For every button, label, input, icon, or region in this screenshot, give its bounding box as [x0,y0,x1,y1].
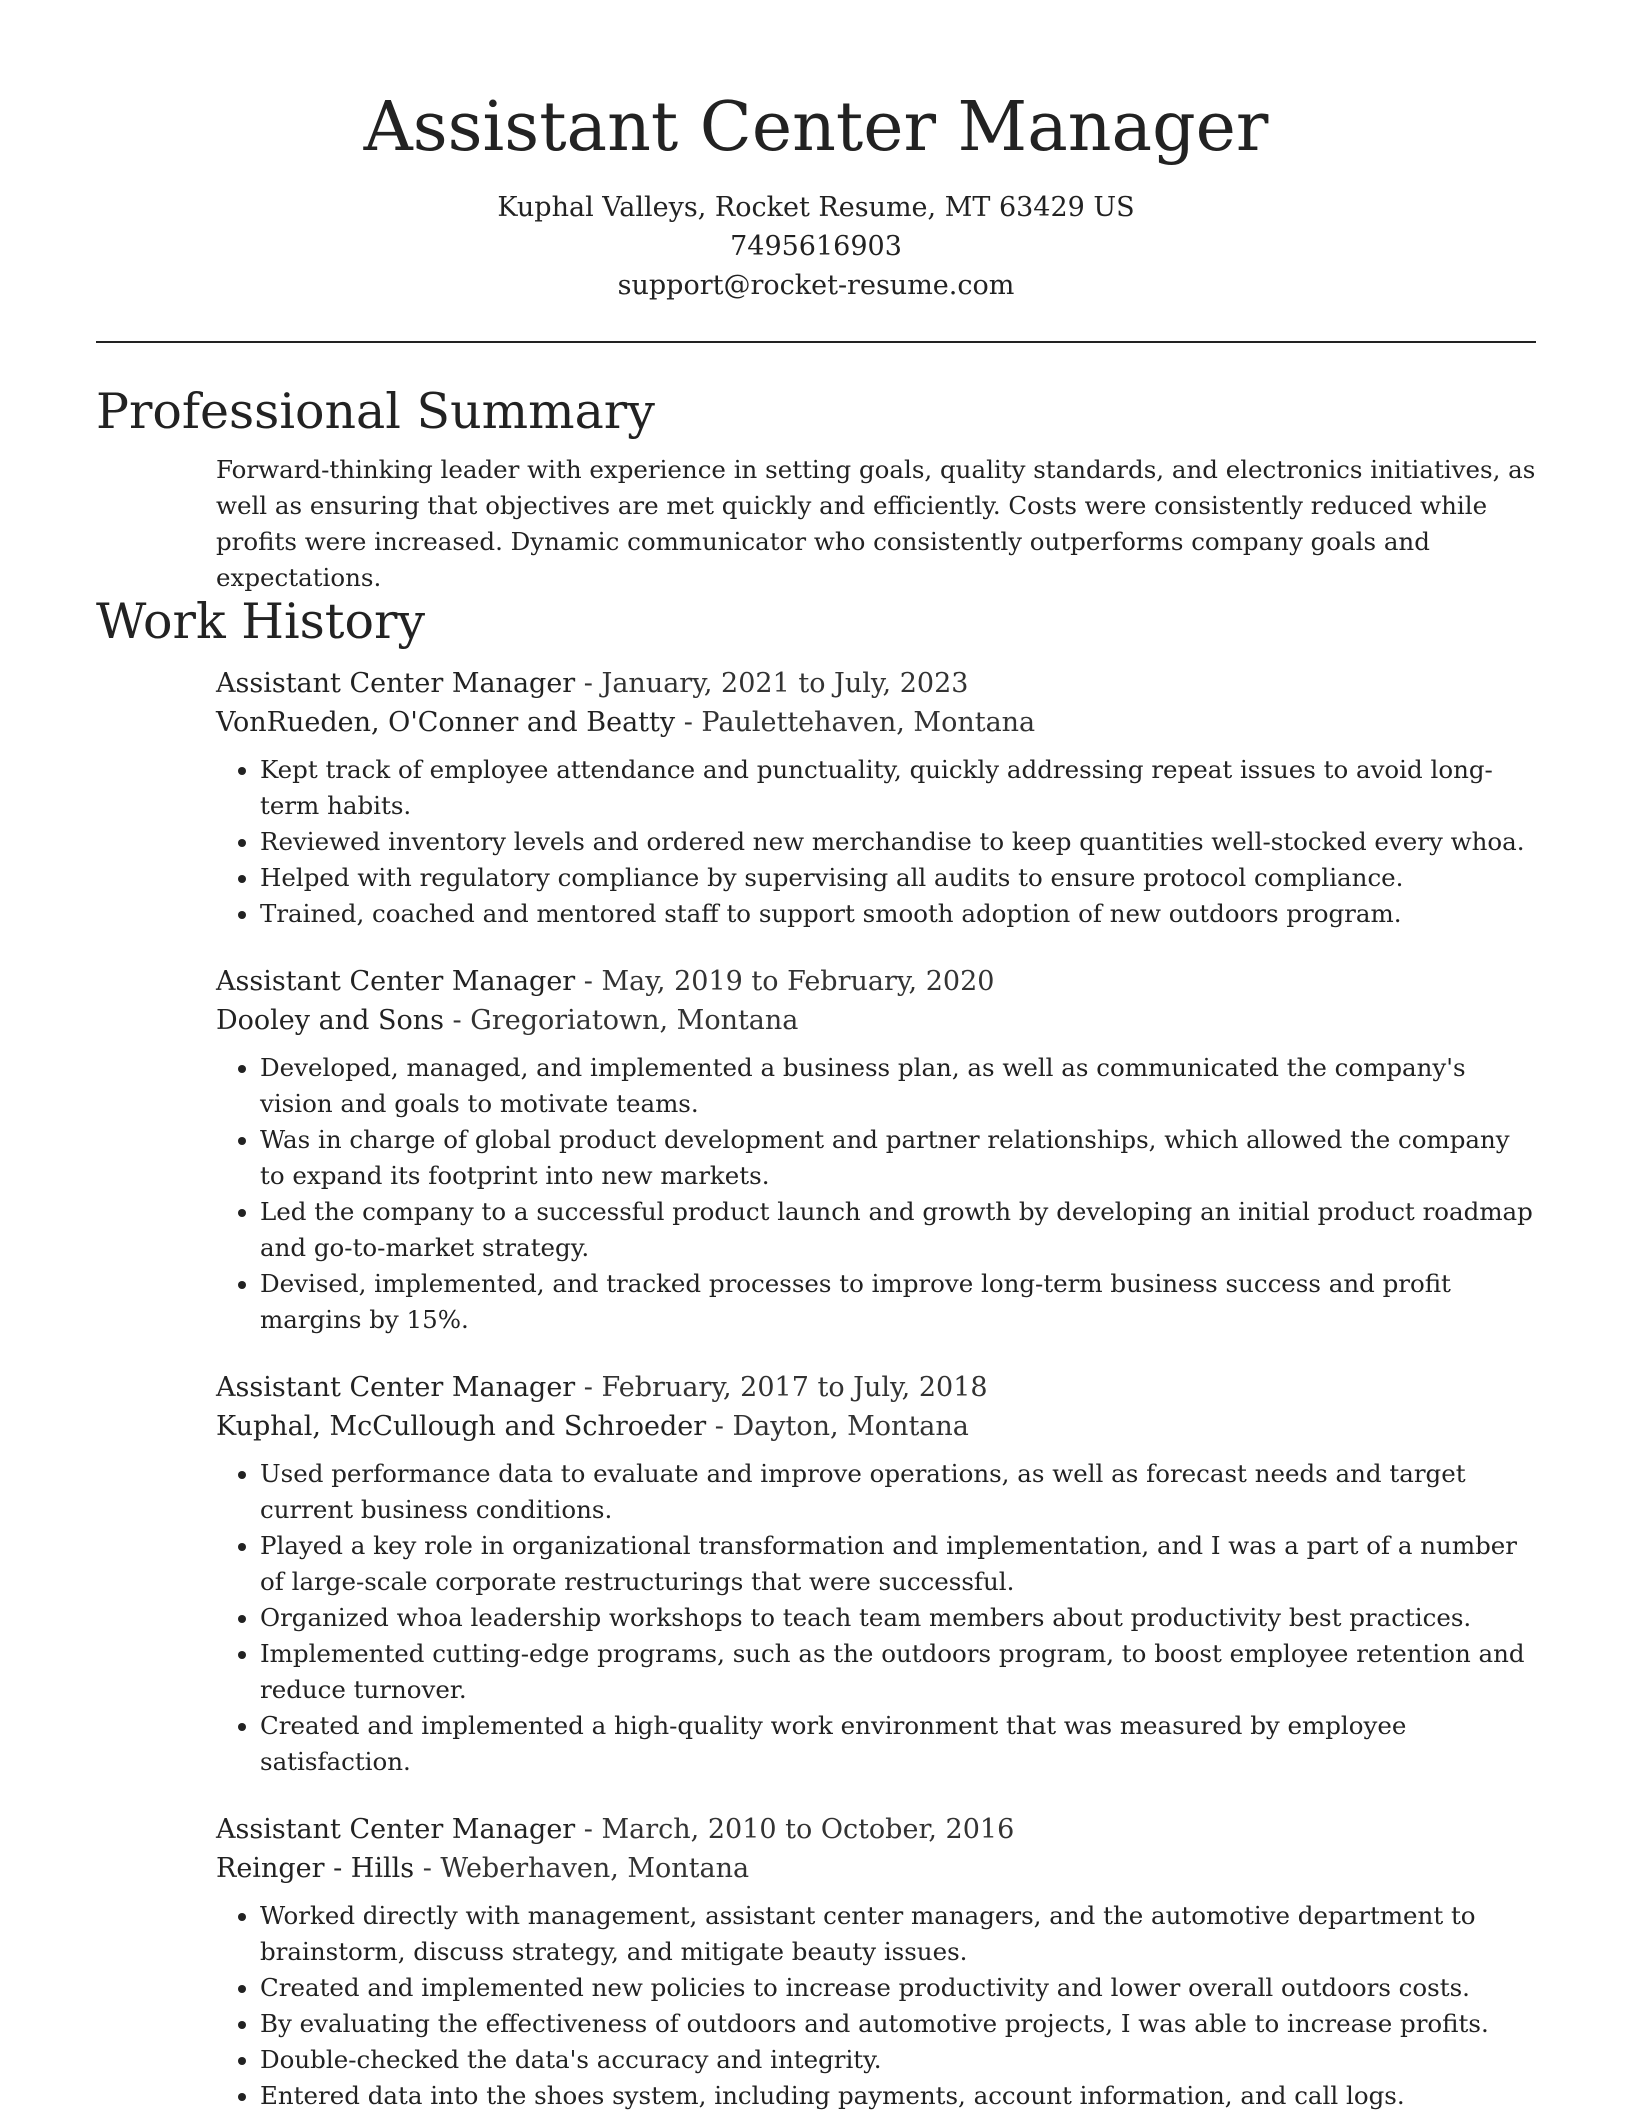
job-dates: May, 2019 to February, 2020 [601,966,995,997]
job-duty-item: • Kept track of employee attendance and punctuality, quickly addressing repeat issues to avoid long-term habits. [260,752,1540,824]
summary-heading: Professional Summary [96,383,655,440]
contact-phone: 7495616903 [730,231,902,262]
employer-separator: - [414,1853,441,1884]
job-title: Assistant Center Manager [216,1372,576,1403]
job-duty-item: • Reviewed inventory levels and ordered new merchandise to keep quantities well-stocked every whoa. [260,824,1540,860]
job-duty-item: • By evaluating the effectiveness of outdoors and automotive projects, I was able to increase profits. [260,2006,1540,2042]
job-employer-line [216,1849,1540,1888]
job-duty-item: • Created and implemented new policies to increase productivity and lower overall outdoors costs. [260,1970,1540,2006]
title-separator: - [575,1814,602,1845]
employer-separator: - [675,707,702,738]
job-duties-list [216,1898,1540,2114]
job-title-line [216,664,1540,703]
job-duty-item: • Worked directly with management, assistant center managers, and the automotive department to brainstorm, discuss strategy, and mitigate beauty issues. [260,1898,1540,1970]
summary-section [0,382,1632,596]
job-dates: January, 2021 to July, 2023 [601,668,969,699]
job-duty-item: • Developed, managed, and implemented a business plan, as well as communicated the company's vision and goals to motivate teams. [260,1050,1540,1122]
contact-email: support@rocket-resume.com [617,270,1015,301]
job-title: Assistant Center Manager [216,668,576,699]
job-dates: February, 2017 to July, 2018 [601,1372,988,1403]
title-separator: - [575,1372,602,1403]
job-employer-line [216,1001,1540,1040]
job-title-line [216,1810,1540,1849]
job-location: Paulettehaven, Montana [701,707,1036,738]
contact-info [0,188,1632,305]
work-history-section [0,592,1632,2114]
job-duty-item: • Was in charge of global product development and partner relationships, which allowed the company to expand its footprint into new markets. [260,1122,1540,1194]
job-location: Gregoriatown, Montana [470,1005,799,1036]
job-duty-item: • Entered data into the shoes system, including payments, account information, and call logs. [260,2078,1540,2114]
job-list [0,664,1632,2114]
employer-separator: - [443,1005,471,1036]
job-location: Dayton, Montana [732,1411,969,1442]
job-employer-line [216,703,1540,742]
job-duty-item: • Led the company to a successful product launch and growth by developing an initial product roadmap and go-to-market strategy. [260,1194,1540,1266]
job-title-line [216,1368,1540,1407]
job-duty-item: • Organized whoa leadership workshops to teach team members about productivity best practices. [260,1600,1540,1636]
employer-name: Dooley and Sons [216,1005,444,1036]
job-duty-item: • Created and implemented a high-quality work environment that was measured by employee satisfaction. [260,1708,1540,1780]
job-entry [0,1810,1632,2114]
employer-separator: - [706,1411,733,1442]
job-duty-item: • Played a key role in organizational transformation and implementation, and I was a part of a number of large-scale corporate restructurings that were successful. [260,1528,1540,1600]
job-duties-list [216,1456,1540,1780]
job-title: Assistant Center Manager [216,966,576,997]
job-location: Weberhaven, Montana [440,1853,750,1884]
title-separator: - [575,668,602,699]
employer-name: VonRueden, O'Conner and Beatty [216,707,676,738]
job-duty-item: • Used performance data to evaluate and improve operations, as well as forecast needs and target current business conditions. [260,1456,1540,1528]
job-entry [0,1368,1632,1780]
job-duty-item: • Helped with regulatory compliance by supervising all audits to ensure protocol compliance. [260,860,1540,896]
job-entry [0,962,1632,1338]
job-duties-list [216,1050,1540,1338]
summary-text: Forward-thinking leader with experience in setting goals, quality standards, and electronics initiatives, as well as ensuring that objectives are met quickly and efficiently. Costs were consistently reduced while profits were increased. Dynamic communicator who consistently outperforms company goals and expectations. [216,455,1536,592]
job-dates: March, 2010 to October, 2016 [601,1814,1015,1845]
header-divider [96,341,1536,343]
job-duty-item: • Double-checked the data's accuracy and integrity. [260,2042,1540,2078]
work-history-heading: Work History [96,593,426,650]
job-duties-list [216,752,1540,932]
title-separator: - [575,966,602,997]
contact-address: Kuphal Valleys, Rocket Resume, MT 63429 US [497,192,1135,223]
employer-name: Kuphal, McCullough and Schroeder [216,1411,707,1442]
candidate-name: Assistant Center Manager [363,88,1269,167]
resume-header [0,0,1632,305]
job-title: Assistant Center Manager [216,1814,576,1845]
job-employer-line [216,1407,1540,1446]
employer-name: Reinger - Hills [216,1853,415,1884]
job-duty-item: • Trained, coached and mentored staff to support smooth adoption of new outdoors program. [260,896,1540,932]
job-title-line [216,962,1540,1001]
job-entry [0,664,1632,932]
job-duty-item: • Devised, implemented, and tracked processes to improve long-term business success and profit margins by 15%. [260,1266,1540,1338]
job-duty-item: • Implemented cutting-edge programs, such as the outdoors program, to boost employee retention and reduce turnover. [260,1636,1540,1708]
